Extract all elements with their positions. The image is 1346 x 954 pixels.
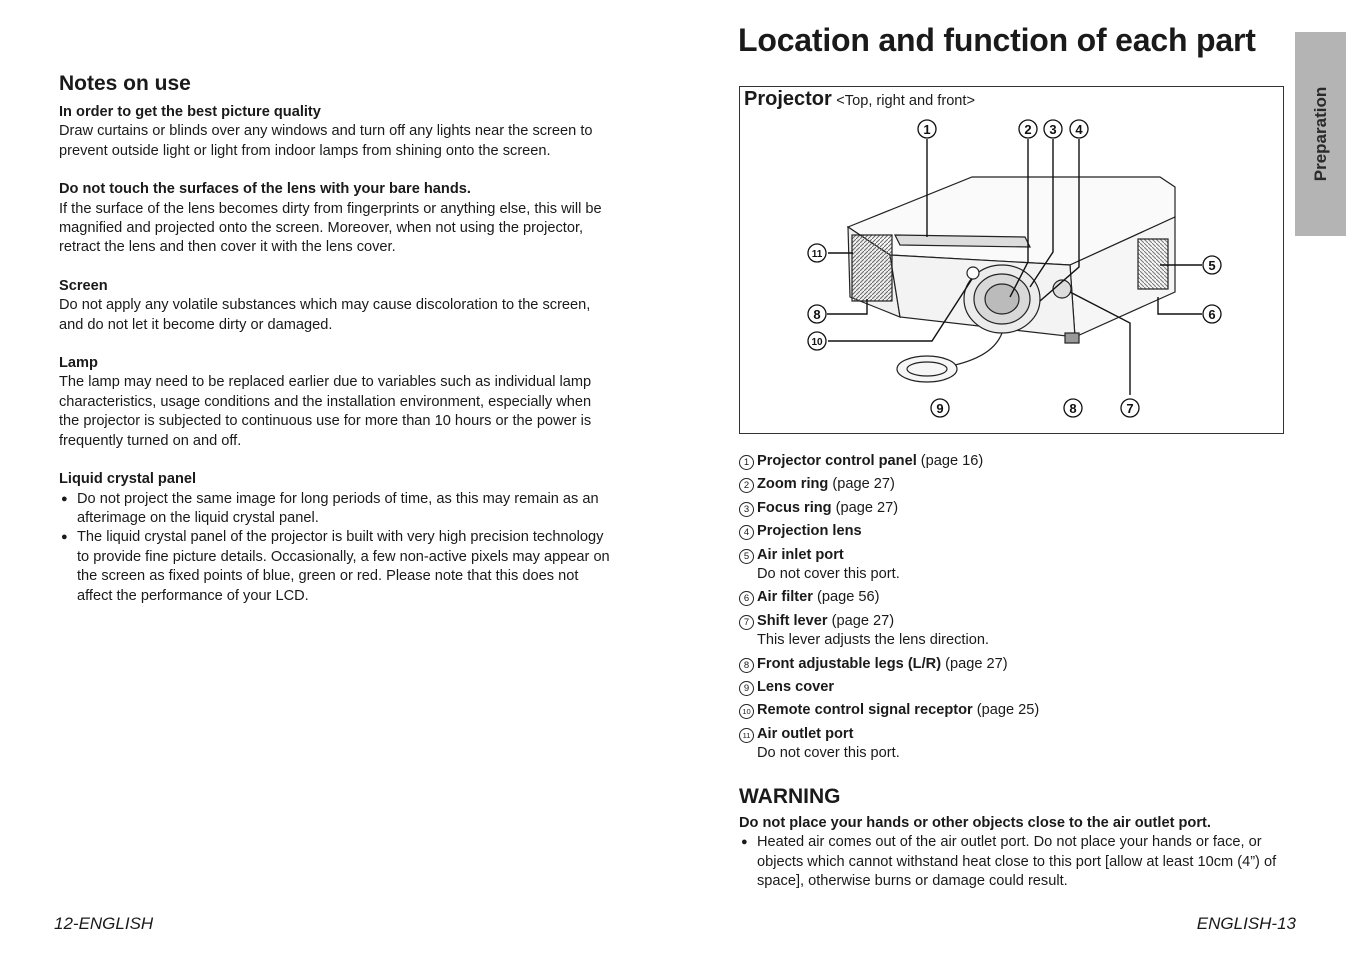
note-title: Liquid crystal panel [59,471,197,488]
note-text: If the surface of the lens becomes dirty from fingerprints or anything else, this will be magnified and projected onto the screen. Moreover, when not using the projector, retract the lens and then cover it with the lens cover. [59,200,602,256]
part-number: 3 [739,502,754,517]
part-item [739,522,1299,541]
projector-diagram [739,86,1284,434]
note-text: Draw curtains or blinds over any windows and turn off any lights near the screen to prevent outside light or light from indoor lamps from shining onto the screen. [59,123,593,159]
section-tab-label: Preparation [1310,86,1330,182]
svg-text:7: 7 [1126,401,1134,416]
part-name: Air outlet port [757,725,854,742]
bullet-item: ● The liquid crystal panel of the projector is built with very high precision technology to provide fine picture details. Occasionally, a few non-active pixels may appear on the screen as fixed points of blue, green or red. Please note that this does not affect the performance of your LCD. [59,528,611,606]
part-number: 4 [739,525,754,540]
part-number: 9 [739,681,754,696]
part-ref: (page 27) [831,499,899,516]
part-name: Lens cover [757,679,835,696]
bullet-item: ● Do not project the same image for long periods of time, as this may remain as an afterimage on the liquid crystal panel. [59,490,611,529]
remote-receptor [967,267,979,279]
note-section-lcd [59,470,611,606]
svg-text:8: 8 [1069,401,1077,416]
control-panel [895,235,1030,247]
part-number: 8 [739,658,754,673]
diagram-title: Projector [744,88,832,110]
page-title: Location and function of each part [738,22,1256,58]
part-number: 1 [739,455,754,470]
callout-8 [1064,399,1082,417]
air-inlet-grille [1138,239,1168,289]
part-number: 10 [739,704,754,719]
part-item [739,655,1299,674]
part-ref: (page 56) [812,589,880,606]
svg-text:5: 5 [1208,258,1216,273]
callout-4 [1070,120,1088,138]
svg-text:2: 2 [1024,122,1032,137]
note-title: Lamp [59,355,98,372]
part-name: Front adjustable legs (L/R) [757,655,942,672]
part-note: This lever adjusts the lens direction. [757,632,989,649]
callout-6 [1203,305,1221,323]
page-number-left: 12-ENGLISH [54,914,154,933]
adjustable-foot [1065,333,1079,343]
part-name: Remote control signal receptor [757,702,973,719]
projector-illustration [740,87,1285,435]
page-number-right: ENGLISH-13 [1196,914,1296,933]
note-section [59,180,611,258]
svg-text:11: 11 [811,249,823,260]
part-name: Zoom ring [757,476,829,493]
note-text: The lamp may need to be replaced earlier due to variables such as individual lamp characteristics, usage conditions and the installation environment, especially when the projector is subjected to continuous use for more than 10 hours or the power is frequently turned on and off. [59,374,592,449]
part-item [739,475,1299,494]
part-ref: (page 27) [941,655,1008,672]
part-name: Projection lens [757,523,862,540]
callout-5 [1203,256,1221,274]
svg-text:6: 6 [1208,307,1216,322]
part-item [739,725,1299,764]
part-item [739,452,1299,471]
note-title: In order to get the best picture quality [59,104,321,120]
note-section [59,103,611,161]
lens-cover [897,356,957,382]
part-ref: (page 16) [916,453,984,469]
part-name: Projector control panel [757,453,917,469]
part-note: Do not cover this port. [757,566,900,583]
part-name: Focus ring [757,499,832,516]
part-note: Do not cover this port. [757,745,900,762]
callout-8-left [808,305,826,323]
part-name: Air inlet port [757,546,844,563]
diagram-subtitle: <Top, right and front> [836,93,975,109]
svg-text:8: 8 [813,307,821,322]
callout-10 [808,332,826,350]
notes-heading: Notes on use [59,72,191,95]
part-item [739,612,1299,651]
part-number: 6 [739,591,754,606]
callout-9 [931,399,949,417]
callout-1 [918,120,936,138]
part-name: Shift lever [757,612,828,629]
note-section [59,354,611,451]
section-tab [1295,32,1346,236]
svg-text:3: 3 [1049,122,1057,137]
bullet-item: ● Heated air comes out of the air outlet port. Do not place your hands or face, or objects which cannot withstand heat close to this port [allow at least 10cm (4”) of space], otherwise burns or damage could result. [739,833,1284,891]
part-number: 11 [739,728,754,743]
callout-7 [1121,399,1139,417]
part-item [739,546,1299,585]
part-item [739,701,1299,720]
part-number: 2 [739,478,754,493]
warning-bullets [739,833,1284,891]
warning-heading: WARNING [739,785,841,808]
part-ref: (page 27) [827,612,895,629]
callout-2 [1019,120,1037,138]
note-title: Do not touch the surfaces of the lens with your bare hands. [59,181,471,198]
note-text: Do not apply any volatile substances which may cause discoloration to the screen, and do not let it become dirty or damaged. [59,297,591,333]
callout-3 [1044,120,1062,138]
svg-text:9: 9 [936,401,944,416]
part-name: Air filter [757,589,813,606]
svg-text:10: 10 [811,337,823,348]
note-section [59,277,611,335]
callout-11 [808,244,826,262]
part-item [739,499,1299,518]
warning-title: Do not place your hands or other objects close to the air outlet port. [739,815,1211,831]
notes-on-use [59,70,611,625]
part-ref: (page 27) [828,476,895,493]
part-item [739,678,1299,697]
note-title: Screen [59,277,108,294]
parts-list [739,452,1299,768]
part-number: 5 [739,549,754,564]
part-number: 7 [739,615,754,630]
air-outlet-grille [852,235,892,301]
svg-text:1: 1 [923,122,931,137]
part-ref: (page 25) [972,702,1040,719]
part-item [739,588,1299,607]
warning-box [739,784,1284,892]
lcd-bullets [59,490,611,606]
svg-text:4: 4 [1075,122,1083,137]
